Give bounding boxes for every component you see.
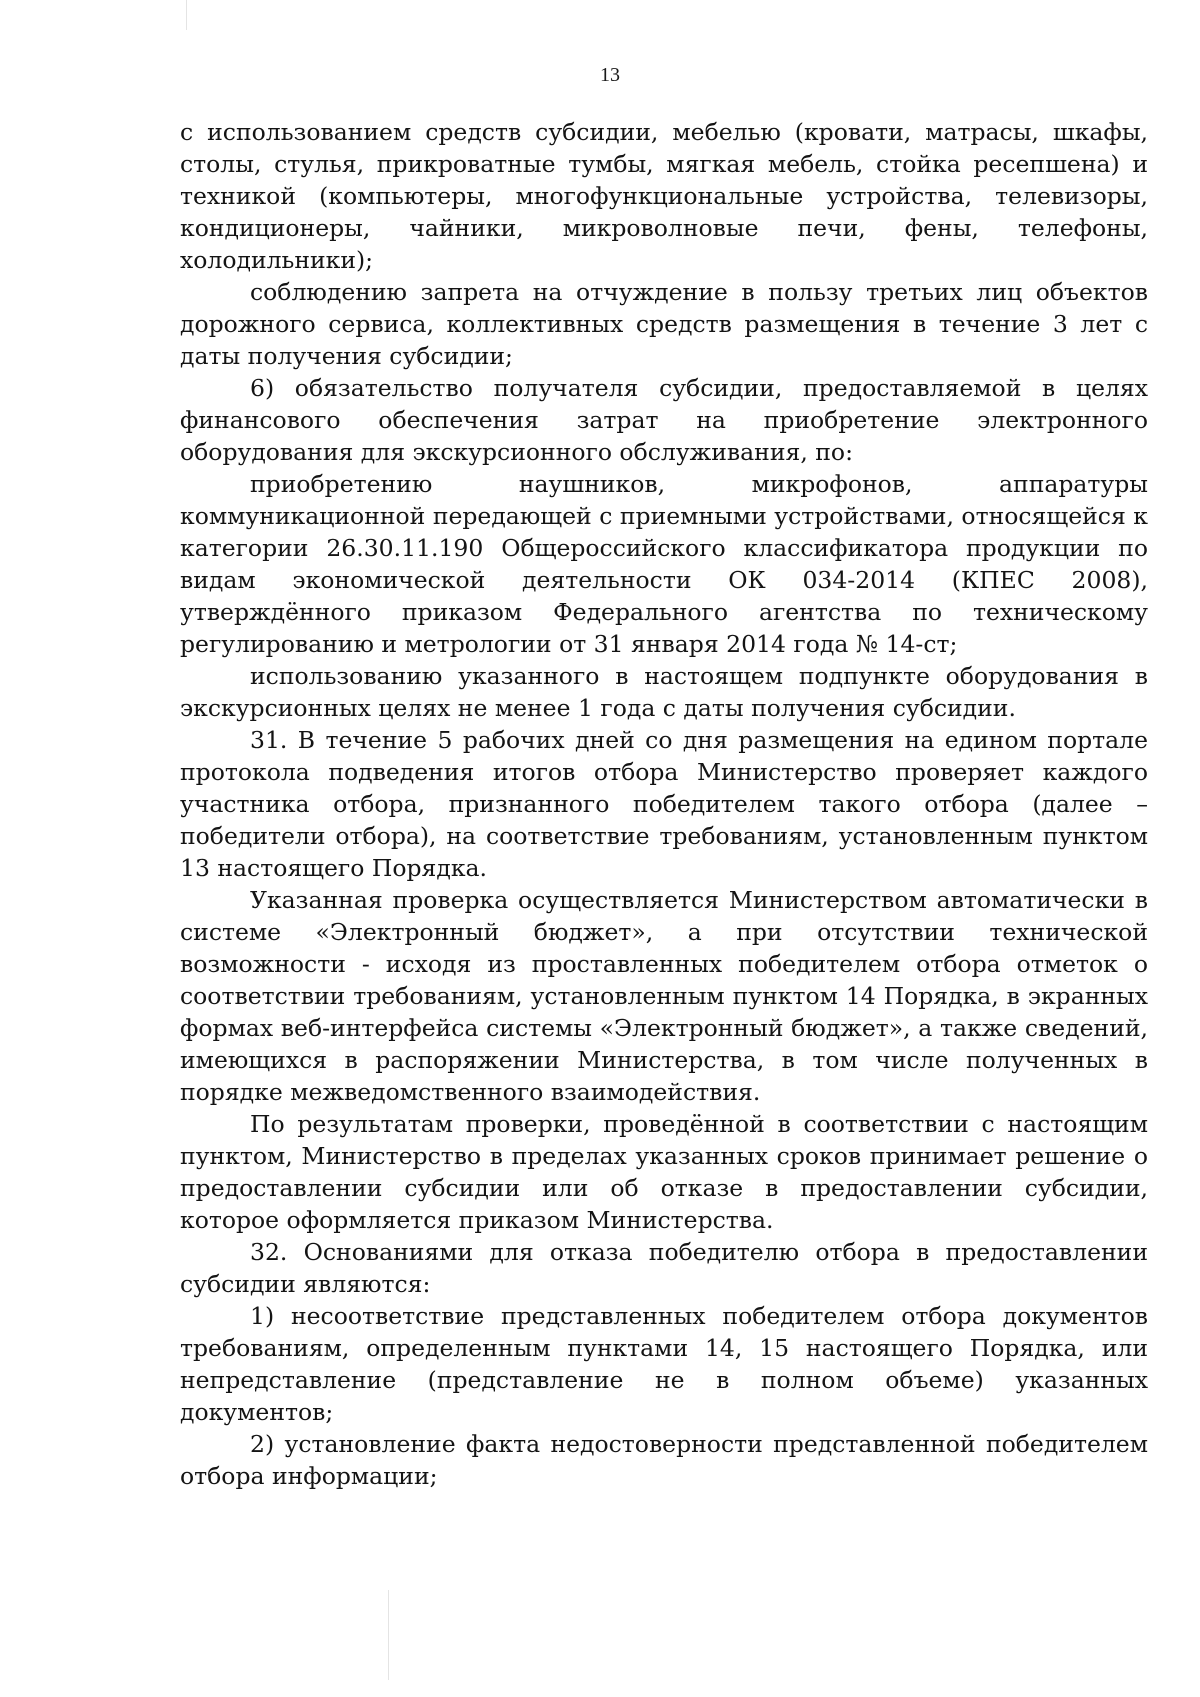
paragraph: 2) установление факта недостоверности представленной победителем отбора информации; bbox=[180, 1430, 1148, 1490]
paragraph: с использованием средств субсидии, мебелью (кровати, матрасы, шкафы, столы, стулья, прикроватные тумбы, мягкая мебель, стойка ресепшена) и техникой (компьютеры, многофункциональные устройства, телевизоры, кондиционеры, чайники, микроволновые печи, фены, телефоны, холодильники); bbox=[180, 118, 1148, 274]
document-body bbox=[180, 116, 1148, 1492]
paragraph: приобретению наушников, микрофонов, аппаратуры коммуникационной передающей с приемными устройствами, относящейся к категории 26.30.11.190 Общероссийского классификатора продукции по видам экономической деятельности ОК 034-2014 (КПЕС 2008), утверждённого приказом Федерального агентства по техническому регулированию и метрологии от 31 января 2014 года № 14-ст; bbox=[180, 470, 1148, 658]
scan-mark-top bbox=[186, 0, 187, 30]
paragraph: 6) обязательство получателя субсидии, предоставляемой в целях финансового обеспечения затрат на приобретение электронного оборудования для экскурсионного обслуживания, по: bbox=[180, 374, 1148, 466]
page-number: 13 bbox=[600, 64, 620, 86]
paragraph: 32. Основаниями для отказа победителю отбора в предоставлении субсидии являются: bbox=[180, 1238, 1148, 1298]
scan-mark-bottom bbox=[388, 1590, 389, 1680]
paragraph: использованию указанного в настоящем подпункте оборудования в экскурсионных целях не менее 1 года с даты получения субсидии. bbox=[180, 662, 1148, 722]
paragraph: Указанная проверка осуществляется Министерством автоматически в системе «Электронный бюджет», а при отсутствии технической возможности - исходя из проставленных победителем отбора отметок о соответствии требованиям, установленным пунктом 14 Порядка, в экранных формах веб-интерфейса системы «Электронный бюджет», а также сведений, имеющихся в распоряжении Министерства, в том числе полученных в порядке межведомственного взаимодействия. bbox=[180, 886, 1148, 1106]
paragraph: 1) несоответствие представленных победителем отбора документов требованиям, определенным пунктами 14, 15 настоящего Порядка, или непредставление (представление не в полном объеме) указанных документов; bbox=[180, 1302, 1148, 1426]
paragraph: соблюдению запрета на отчуждение в пользу третьих лиц объектов дорожного сервиса, коллективных средств размещения в течение 3 лет с даты получения субсидии; bbox=[180, 278, 1148, 370]
paragraph: 31. В течение 5 рабочих дней со дня размещения на едином портале протокола подведения итогов отбора Министерство проверяет каждого участника отбора, признанного победителем такого отбора (далее – победители отбора), на соответствие требованиям, установленным пунктом 13 настоящего Порядка. bbox=[180, 726, 1148, 882]
paragraph: По результатам проверки, проведённой в соответствии с настоящим пунктом, Министерство в пределах указанных сроков принимает решение о предоставлении субсидии или об отказе в предоставлении субсидии, которое оформляется приказом Министерства. bbox=[180, 1110, 1148, 1234]
